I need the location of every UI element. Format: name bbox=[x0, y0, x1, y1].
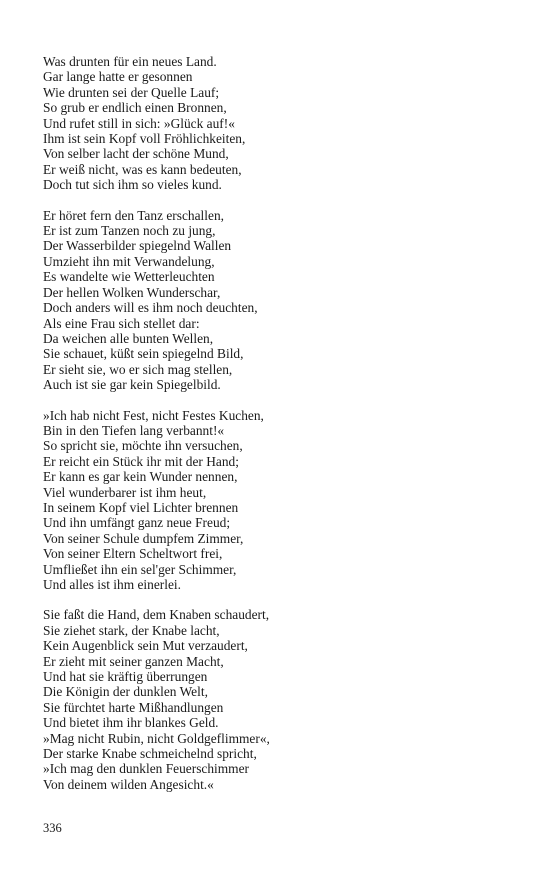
poem-line: Umfließet ihn ein sel'ger Schimmer, bbox=[43, 561, 237, 577]
poem-line: Kein Augenblick sein Mut verzaudert, bbox=[43, 638, 248, 654]
poem-line: Der starke Knabe schmeichelnd spricht, bbox=[43, 746, 257, 762]
page-number: 336 bbox=[43, 821, 62, 835]
poem-line: Er höret fern den Tanz erschallen, bbox=[43, 207, 224, 223]
poem-line: Viel wunderbarer ist ihm heut, bbox=[43, 484, 207, 500]
stanza-2 bbox=[43, 208, 513, 393]
poem-line: Umzieht ihn mit Verwandelung, bbox=[43, 253, 215, 269]
poem-line: Von deinem wilden Angesicht.« bbox=[43, 776, 214, 792]
poem-line: Und ihn umfängt ganz neue Freud; bbox=[43, 515, 231, 531]
stanza-1 bbox=[43, 54, 513, 193]
poem-line: Und rufet still in sich: »Glück auf!« bbox=[43, 115, 235, 131]
poem-line: »Ich mag den dunklen Feuerschimmer bbox=[43, 761, 250, 777]
poem-line: Die Königin der dunklen Welt, bbox=[43, 684, 208, 700]
poem-line: Er reicht ein Stück ihr mit der Hand; bbox=[43, 453, 239, 469]
poem-line: Sie faßt die Hand, dem Knaben schaudert, bbox=[43, 607, 270, 623]
poem-line: Bin in den Tiefen lang verbannt!« bbox=[43, 422, 225, 438]
poem-line: Ihm ist sein Kopf voll Fröhlichkeiten, bbox=[43, 131, 246, 147]
poem-line: Von seiner Eltern Scheltwort frei, bbox=[43, 546, 223, 562]
poem-line: Wie drunten sei der Quelle Lauf; bbox=[43, 84, 220, 100]
poem-line: Sie ziehet stark, der Knabe lacht, bbox=[43, 622, 220, 638]
poem-line: Der Wasserbilder spiegelnd Wallen bbox=[43, 238, 232, 254]
poem-text bbox=[43, 54, 513, 807]
poem-line: Er weiß nicht, was es kann bedeuten, bbox=[43, 161, 242, 177]
poem-line: Gar lange hatte er gesonnen bbox=[43, 69, 193, 85]
poem-line: Der hellen Wolken Wunderschar, bbox=[43, 284, 221, 300]
poem-line: »Mag nicht Rubin, nicht Goldgeflimmer«, bbox=[43, 730, 270, 746]
poem-line: Sie schauet, küßt sein spiegelnd Bild, bbox=[43, 346, 244, 362]
poem-line: Er sieht sie, wo er sich mag stellen, bbox=[43, 361, 233, 377]
poem-line: Doch anders will es ihm noch deuchten, bbox=[43, 300, 258, 316]
poem-line: Doch tut sich ihm so vieles kund. bbox=[43, 177, 222, 193]
poem-line: Auch ist sie gar kein Spiegelbild. bbox=[43, 377, 221, 393]
poem-line: So spricht sie, möchte ihn versuchen, bbox=[43, 438, 243, 454]
poem-line: So grub er endlich einen Bronnen, bbox=[43, 100, 227, 116]
poem-line: Und alles ist ihm einerlei. bbox=[43, 577, 181, 592]
poem-line: Als eine Frau sich stellet dar: bbox=[43, 315, 200, 331]
poem-line: Und hat sie kräftig überrungen bbox=[43, 669, 208, 685]
poem-line: Und bietet ihm ihr blankes Geld. bbox=[43, 715, 219, 731]
poem-line: Er zieht mit seiner ganzen Macht, bbox=[43, 653, 224, 669]
poem-line: Er ist zum Tanzen noch zu jung, bbox=[43, 223, 216, 239]
poem-line: Sie fürchtet harte Mißhandlungen bbox=[43, 699, 224, 715]
poem-line: Von selber lacht der schöne Mund, bbox=[43, 146, 229, 162]
poem-line: »Ich hab nicht Fest, nicht Festes Kuchen, bbox=[43, 407, 264, 423]
poem-line: Da weichen alle bunten Wellen, bbox=[43, 330, 214, 346]
poem-line: In seinem Kopf viel Lichter brennen bbox=[43, 499, 239, 515]
stanza-3 bbox=[43, 408, 513, 593]
poem-line: Er kann es gar kein Wunder nennen, bbox=[43, 469, 238, 485]
poem-line: Was drunten für ein neues Land. bbox=[43, 54, 217, 69]
stanza-4 bbox=[43, 607, 513, 792]
poem-line: Es wandelte wie Wetterleuchten bbox=[43, 269, 215, 285]
poem-line: Von seiner Schule dumpfem Zimmer, bbox=[43, 530, 244, 546]
